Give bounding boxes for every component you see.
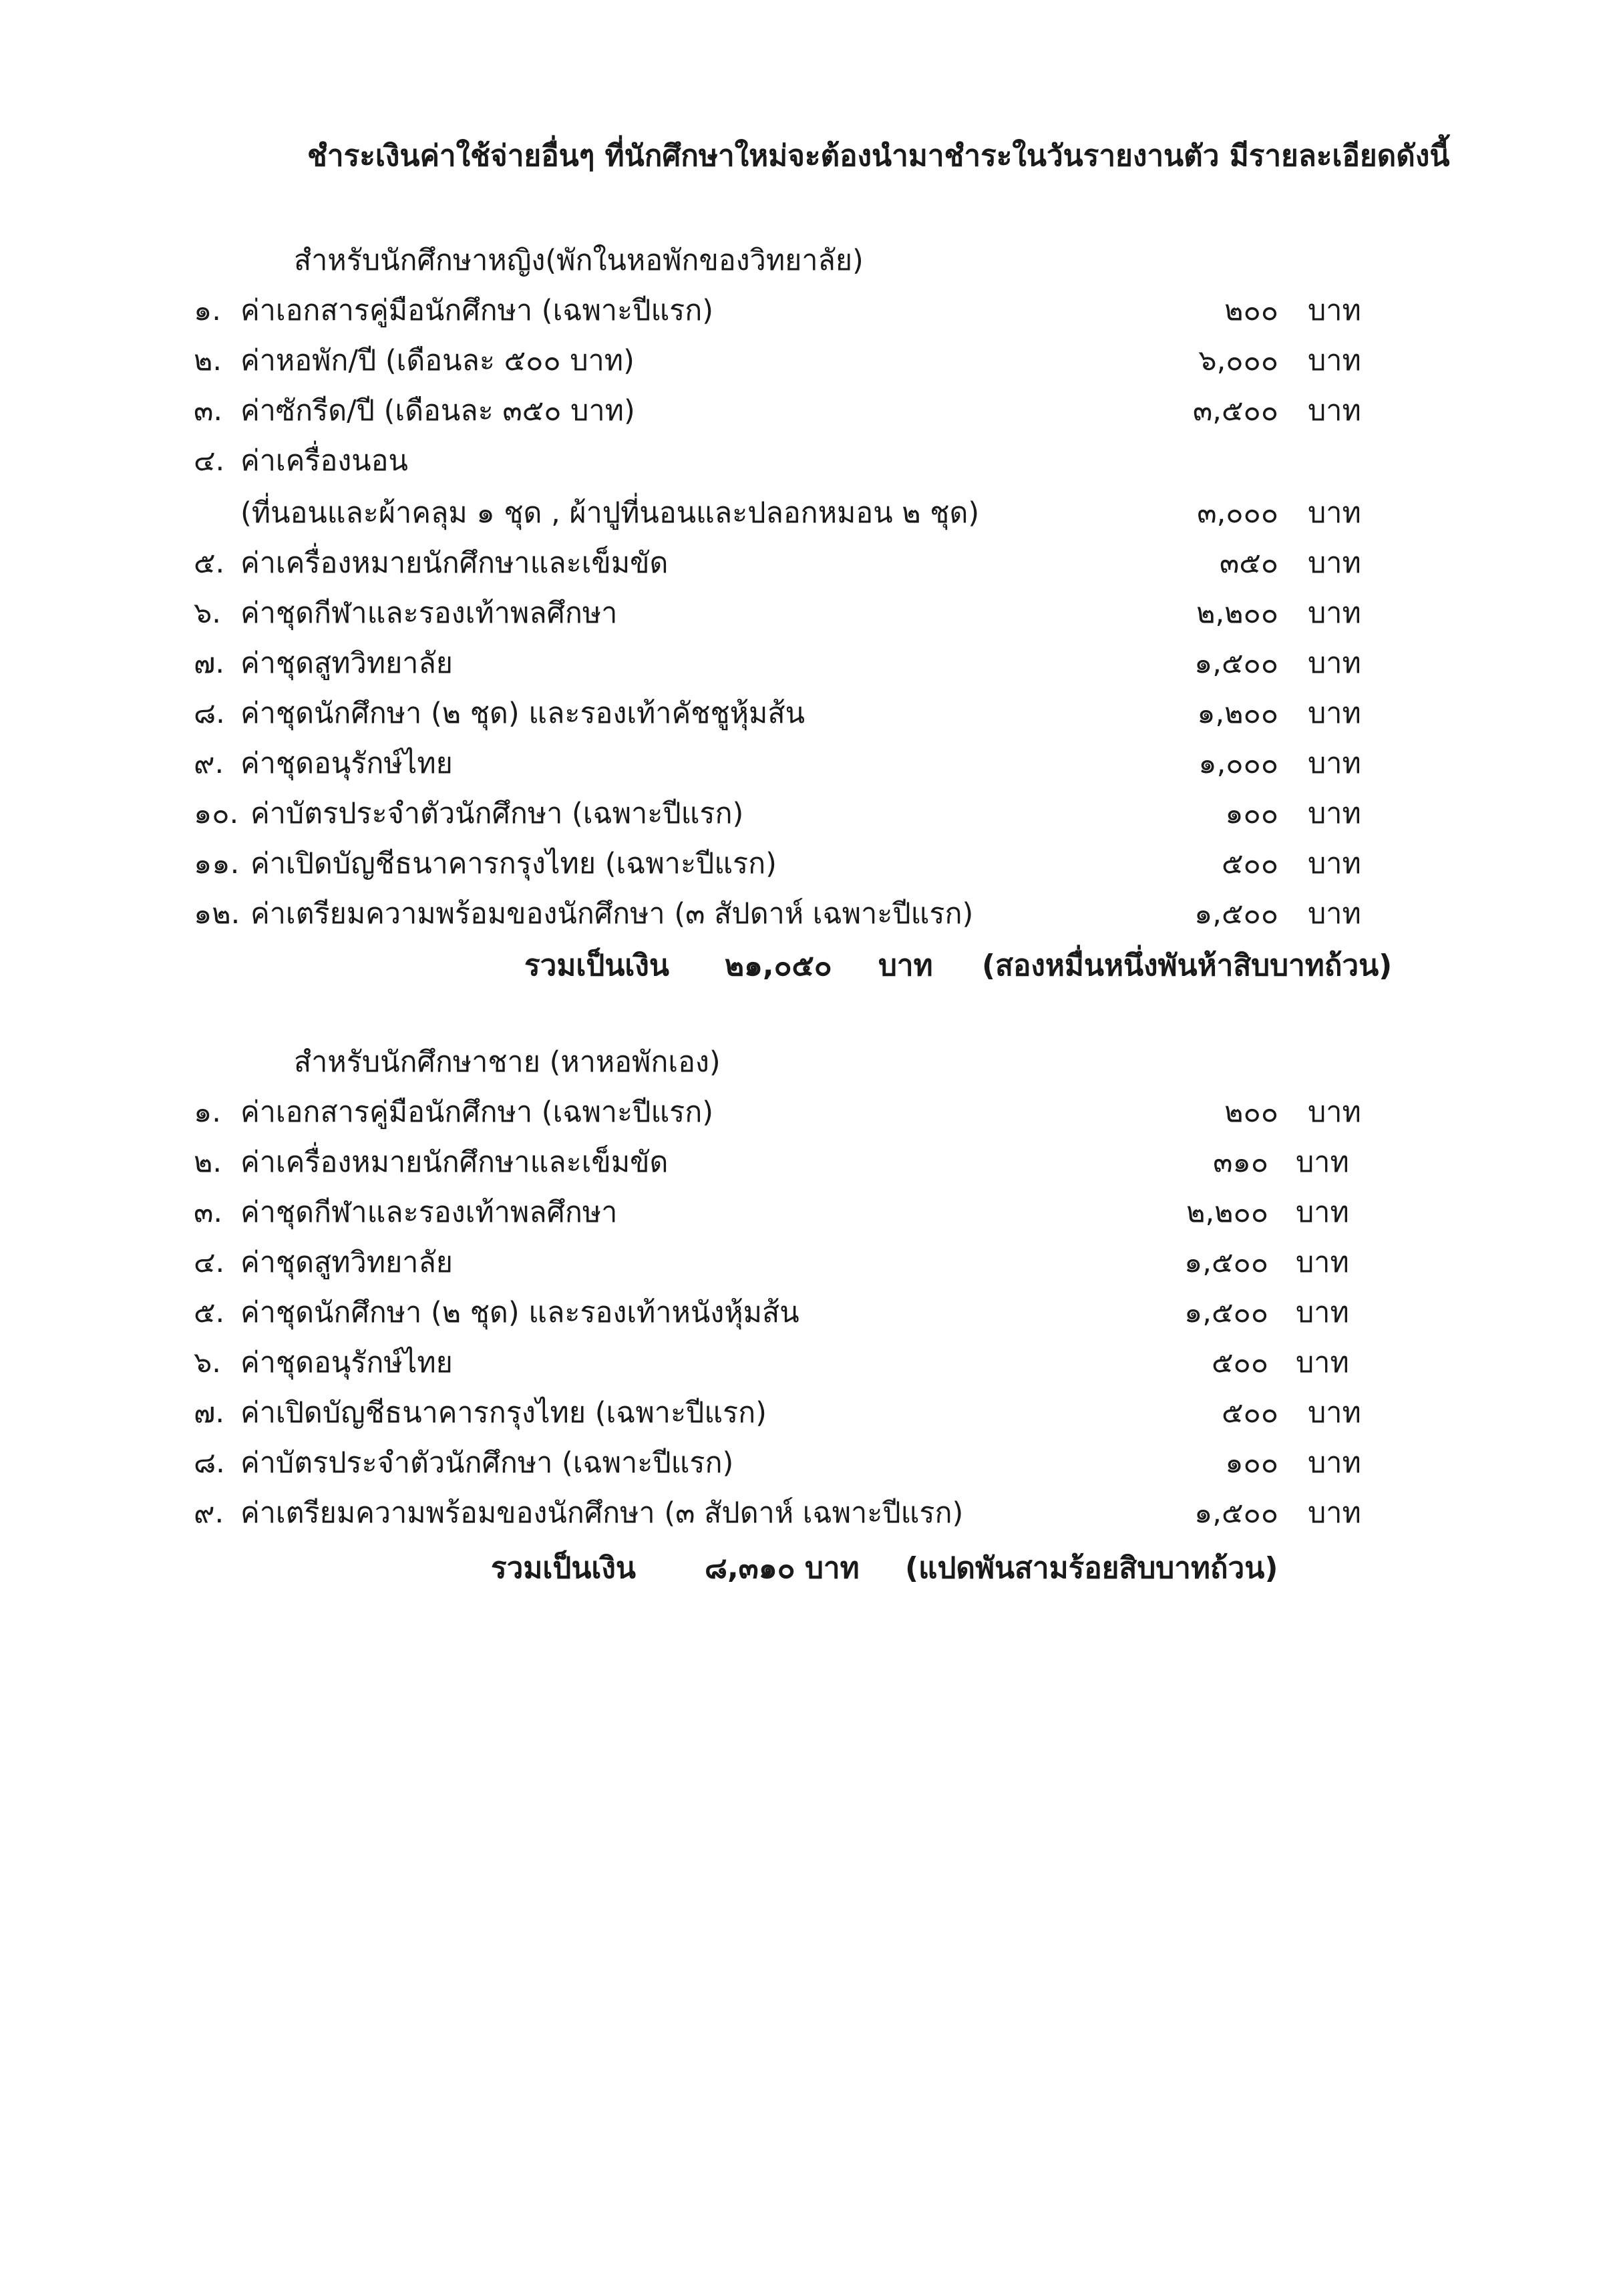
item-description: ค่าซักรีด/ปี (เดือนละ ๓๕๐ บาท) [240,394,635,428]
item-amount: ๒๐๐ [1224,1096,1278,1129]
female-item-2 [0,337,1609,384]
item-amount: ๒,๒๐๐ [1186,1196,1268,1229]
female-item-5 [0,540,1609,587]
item-amount: ๑๐๐ [1225,1446,1278,1480]
item-description: ค่าเครื่องนอน [240,444,408,478]
item-unit: บาท [1308,747,1361,780]
male-item-7 [0,1389,1609,1436]
item-amount: ๓๕๐ [1219,546,1278,580]
female-item-11 [0,840,1609,887]
female-item-12 [0,890,1609,937]
item-description: ค่าชุดอนุรักษ์ไทย [240,747,453,780]
item-description: ค่าชุดกีฬาและรองเท้าพลศึกษา [240,597,618,630]
item-number: ๕. [194,1296,225,1329]
male-item-9 [0,1490,1609,1536]
item-number: ๑๐. [194,797,239,830]
item-description: ค่าชุดสูทวิทยาลัย [240,647,453,680]
item-unit: บาท [1308,344,1361,377]
item-unit: บาท [1308,797,1361,830]
item-description: ค่าชุดนักศึกษา (๒ ชุด) และรองเท้าหนังหุ้มส้น [240,1296,799,1329]
item-amount: ๑,๕๐๐ [1194,1496,1278,1530]
item-amount: ๓,๕๐๐ [1192,394,1278,428]
item-number: ๘. [194,697,225,730]
male-item-2 [0,1139,1609,1186]
item-unit: บาท [1296,1246,1349,1279]
item-description: ค่าเตรียมความพร้อมของนักศึกษา (๓ สัปดาห์ เฉพาะปีแรก) [240,1496,964,1530]
item-number: ๙. [194,747,224,780]
item-number: ๑๑. [194,847,240,880]
item-unit: บาท [1308,546,1361,580]
male-item-8 [0,1440,1609,1486]
item-number: ๘. [194,1446,225,1480]
item-number: ๑๒. [194,897,240,931]
item-amount: ๑,๐๐๐ [1198,747,1278,780]
total-unit: บาท [805,1551,860,1585]
item-unit: บาท [1296,1146,1349,1179]
male-item-5 [0,1289,1609,1336]
male-item-4 [0,1239,1609,1286]
item-amount: ๑,๕๐๐ [1184,1296,1268,1329]
item-amount: ๒๐๐ [1224,294,1278,327]
item-number: ๕. [194,546,225,580]
item-description: ค่าเครื่องหมายนักศึกษาและเข็มขัด [240,546,669,580]
item-amount: ๑,๕๐๐ [1194,647,1278,680]
item-number: ๒. [194,344,222,377]
male-item-1 [0,1089,1609,1136]
total-unit: บาท [878,949,933,983]
item-unit: บาท [1308,647,1361,680]
item-unit: บาท [1296,1296,1349,1329]
item-amount: ๑,๕๐๐ [1184,1246,1268,1279]
item-number: ๖. [194,1346,221,1379]
item-number: ๔. [194,444,225,478]
item-number: ๔. [194,1246,225,1279]
item-description: ค่าบัตรประจำตัวนักศึกษา (เฉพาะปีแรก) [250,797,744,830]
male-item-6 [0,1339,1609,1386]
item-description: ค่าหอพัก/ปี (เดือนละ ๕๐๐ บาท) [240,344,635,377]
item-number: ๖. [194,597,221,630]
item-unit: บาท [1308,496,1361,530]
total-amount: ๘,๓๑๐ [705,1551,795,1585]
female-item-6 [0,590,1609,637]
item-description: ค่าเอกสารคู่มือนักศึกษา (เฉพาะปีแรก) [240,294,714,327]
item-number: ๙. [194,1496,224,1530]
total-amount: ๒๑,๐๕๐ [725,949,832,983]
item-description: ค่าชุดสูทวิทยาลัย [240,1246,453,1279]
item-description: ค่าเอกสารคู่มือนักศึกษา (เฉพาะปีแรก) [240,1096,714,1129]
male-section-heading: สำหรับนักศึกษาชาย (หาหอพักเอง) [294,1045,721,1079]
item-amount: ๕๐๐ [1221,1396,1278,1430]
item-description: ค่าชุดนักศึกษา (๒ ชุด) และรองเท้าคัชชูหุ้มส้น [240,697,806,730]
female-item-10 [0,790,1609,837]
item-amount: ๓,๐๐๐ [1197,496,1278,530]
item-unit: บาท [1308,847,1361,880]
female-item-4-continued [0,490,1609,536]
male-item-3 [0,1189,1609,1236]
item-amount: ๓๑๐ [1213,1146,1268,1179]
item-number: ๒. [194,1146,222,1179]
item-unit: บาท [1308,1096,1361,1129]
female-section-heading: สำหรับนักศึกษาหญิง(พักในหอพักของวิทยาลัย) [294,244,864,277]
item-unit: บาท [1308,1446,1361,1480]
female-item-9 [0,740,1609,787]
item-description: ค่าเครื่องหมายนักศึกษาและเข็มขัด [240,1146,669,1179]
item-unit: บาท [1308,394,1361,428]
item-description: ค่าเปิดบัญชีธนาคารกรุงไทย (เฉพาะปีแรก) [250,847,777,880]
item-unit: บาท [1308,294,1361,327]
item-description: ค่าเปิดบัญชีธนาคารกรุงไทย (เฉพาะปีแรก) [240,1396,767,1430]
item-description-detail: (ที่นอนและผ้าคลุม ๑ ชุด , ผ้าปูที่นอนและปลอกหมอน ๒ ชุด) [240,496,980,530]
female-item-8 [0,690,1609,737]
item-amount: ๑๐๐ [1225,797,1278,830]
item-description: ค่าชุดอนุรักษ์ไทย [240,1346,453,1379]
item-amount: ๕๐๐ [1221,847,1278,880]
item-description: ค่าบัตรประจำตัวนักศึกษา (เฉพาะปีแรก) [240,1446,734,1480]
item-unit: บาท [1308,897,1361,931]
item-description: ค่าชุดกีฬาและรองเท้าพลศึกษา [240,1196,618,1229]
item-unit: บาท [1308,1496,1361,1530]
female-item-1 [0,287,1609,334]
item-amount: ๖,๐๐๐ [1198,344,1278,377]
total-in-words: (แปดพันสามร้อยสิบบาทถ้วน) [905,1551,1278,1585]
item-description: ค่าเตรียมความพร้อมของนักศึกษา (๓ สัปดาห์ เฉพาะปีแรก) [250,897,974,931]
page-title: ชำระเงินค่าใช้จ่ายอื่นๆ ที่นักศึกษาใหม่จะต้องนำมาชำระในวันรายงานตัว มีรายละเอียดดังนี้ [307,139,1450,173]
item-number: ๓. [194,1196,223,1229]
item-unit: บาท [1308,1396,1361,1430]
female-item-3 [0,387,1609,434]
total-label: รวมเป็นเงิน [491,1551,636,1585]
total-label: รวมเป็นเงิน [524,949,669,983]
item-unit: บาท [1296,1346,1349,1379]
item-unit: บาท [1296,1196,1349,1229]
item-number: ๗. [194,1396,225,1430]
item-amount: ๑,๒๐๐ [1197,697,1278,730]
item-number: ๗. [194,647,225,680]
item-amount: ๑,๕๐๐ [1194,897,1278,931]
item-number: ๑. [194,1096,221,1129]
item-unit: บาท [1308,597,1361,630]
item-number: ๑. [194,294,221,327]
item-amount: ๒,๒๐๐ [1196,597,1278,630]
item-unit: บาท [1308,697,1361,730]
female-item-4 [0,438,1609,484]
total-in-words: (สองหมื่นหนึ่งพันห้าสิบบาทถ้วน) [982,949,1393,983]
item-number: ๓. [194,394,223,428]
item-amount: ๕๐๐ [1211,1346,1268,1379]
female-item-7 [0,640,1609,687]
